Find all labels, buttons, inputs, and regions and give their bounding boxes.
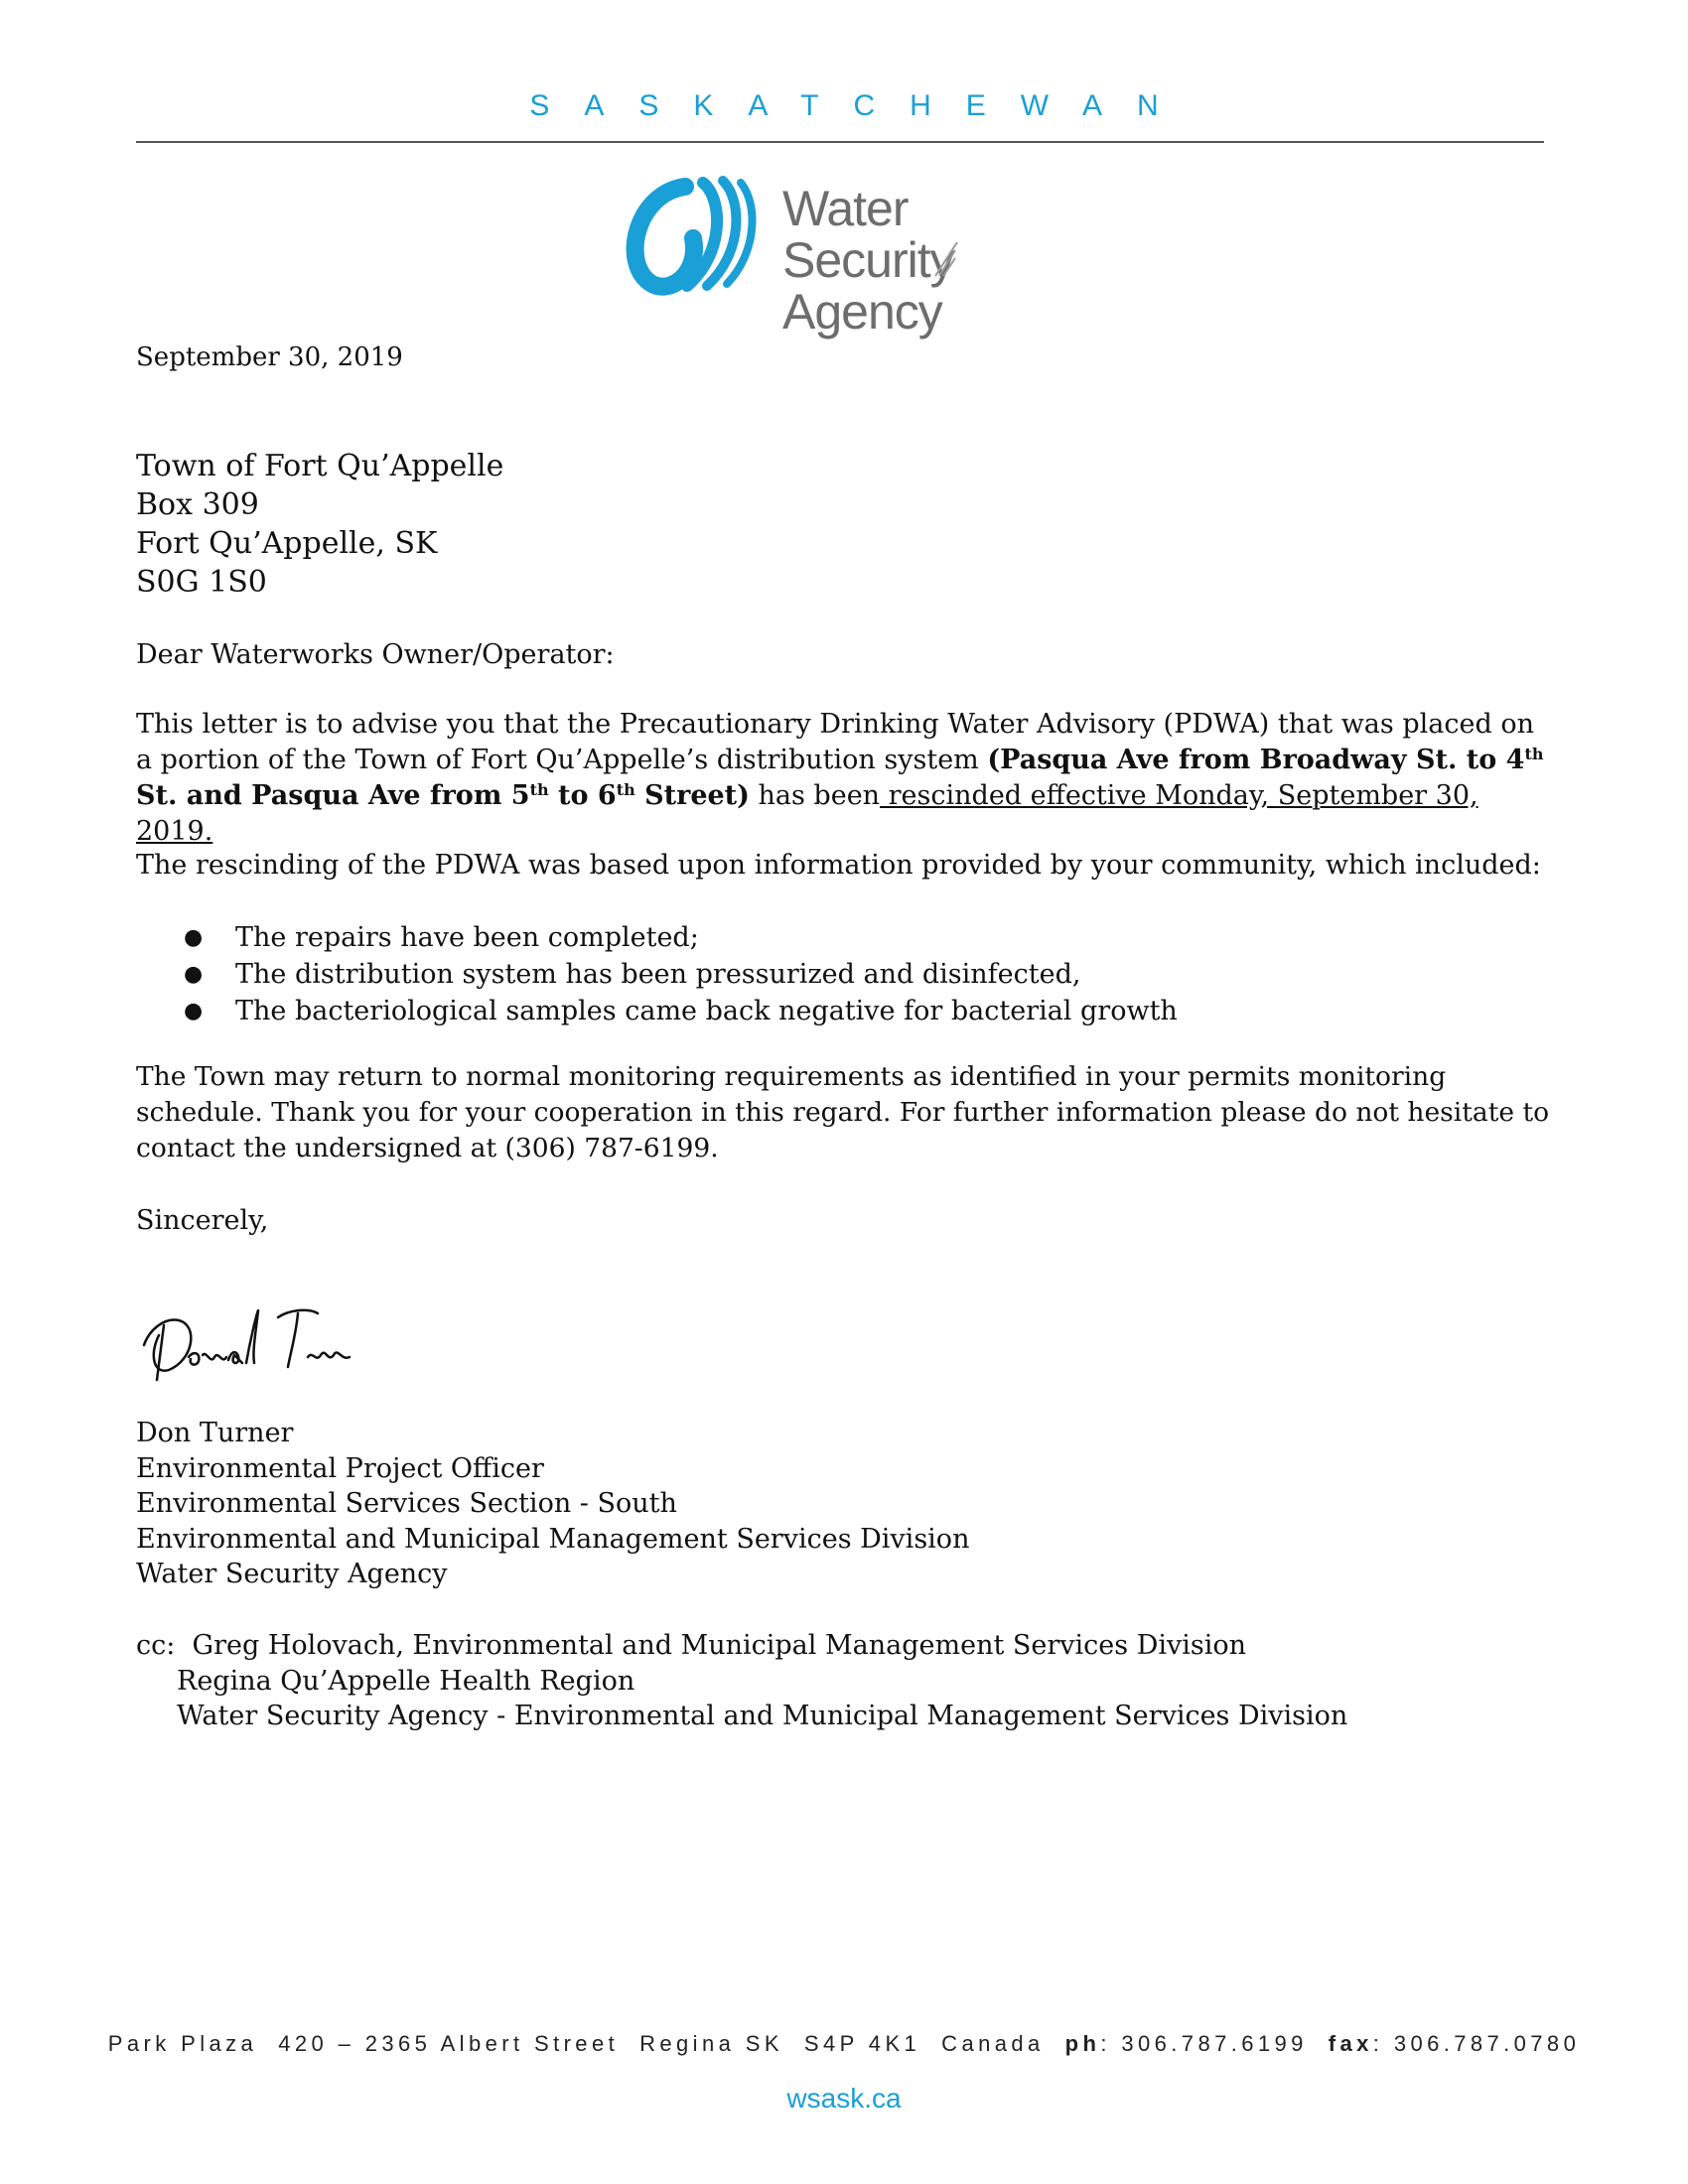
- signature-block: [136, 1416, 969, 1592]
- signer-division: Environmental and Municipal Management Services Division: [136, 1523, 970, 1555]
- ordinal-suffix: th: [1524, 745, 1544, 763]
- footer-street: Park Plaza 420 – 2365 Albert Street Regina SK S4P 4K1 Canada: [107, 2031, 1065, 2056]
- website-link[interactable]: wsask.ca: [786, 2083, 902, 2114]
- signer-name: Don Turner: [136, 1418, 294, 1448]
- water-drop-logo-icon: [616, 169, 774, 308]
- handwritten-signature: [139, 1296, 387, 1385]
- cc-label: cc:: [136, 1630, 176, 1661]
- signer-title: Environmental Project Officer: [136, 1452, 544, 1484]
- closing: Sincerely,: [136, 1205, 269, 1236]
- bullet-icon: ●: [184, 999, 204, 1024]
- rescinding-basis-paragraph: The rescinding of the PDWA was based upon information provided by your community, which included:: [136, 850, 1541, 881]
- para1-bold: Street): [634, 780, 750, 811]
- province-wordmark: SASKATCHEWAN: [529, 89, 1194, 122]
- ordinal-suffix: th: [616, 780, 635, 799]
- conditions-list: [184, 919, 1178, 1029]
- list-item-text: The repairs have been completed;: [235, 922, 699, 953]
- para1-bold: to 6: [548, 780, 617, 811]
- cc-recipient: Greg Holovach, Environmental and Municipal Management Services Division: [192, 1630, 1247, 1661]
- advisory-paragraph: [136, 707, 1551, 850]
- monitoring-paragraph: The Town may return to normal monitoring requirements as identified in your permits monitoring schedule. Thank you for your cooperation in this regard. For further information please do not hesitate to contact the undersigned at (306) 787-6199.: [136, 1061, 1550, 1163]
- agency-logo: [616, 169, 1072, 340]
- list-item-text: The bacteriological samples came back negative for bacterial growth: [235, 996, 1178, 1026]
- phone-label: ph: [1064, 2031, 1101, 2056]
- bullet-icon: ●: [184, 962, 204, 987]
- list-item: [184, 993, 1178, 1029]
- wheat-leaf-icon: [931, 238, 961, 278]
- para1-bold: (Pasqua Ave from Broadway St. to 4: [987, 745, 1525, 775]
- recipient-address: [136, 447, 503, 602]
- fax-number: : 306.787.0780: [1372, 2031, 1581, 2056]
- header-divider: [136, 141, 1544, 143]
- footer-address: [0, 2031, 1688, 2057]
- rescinded-date-text: rescinded effective Monday, September 30, 2019.: [136, 780, 1478, 847]
- agency-name-text: [782, 183, 1072, 338]
- list-item-text: The distribution system has been pressurized and disinfected,: [235, 959, 1081, 990]
- address-line: Box 309: [136, 487, 259, 522]
- cc-recipient: Regina Qu’Appelle Health Region: [177, 1665, 635, 1697]
- letter-date: September 30, 2019: [136, 342, 403, 372]
- logo-line-1: Water Security: [782, 181, 954, 288]
- para1-bold: St. and Pasqua Ave from 5: [136, 780, 530, 811]
- list-item: [184, 919, 1178, 956]
- address-line: Town of Fort Qu’Appelle: [136, 449, 504, 483]
- cc-recipient: Water Security Agency - Environmental and Municipal Management Services Division: [177, 1701, 1348, 1731]
- ordinal-suffix: th: [529, 780, 549, 799]
- list-item: [184, 956, 1178, 993]
- address-line: S0G 1S0: [136, 565, 267, 600]
- address-line: Fort Qu’Appelle, SK: [136, 526, 438, 561]
- phone-number: : 306.787.6199: [1100, 2031, 1329, 2056]
- bullet-icon: ●: [184, 925, 204, 950]
- para1-text: This letter is to advise you that the Precautionary Drinking Water Advisory (PDWA) that was placed on a portion of the Town of Fort Qu’Appelle’s distribution system: [136, 709, 1534, 775]
- fax-label: fax: [1328, 2031, 1373, 2056]
- salutation: Dear Waterworks Owner/Operator:: [136, 639, 615, 670]
- para1-text: has been: [749, 780, 881, 811]
- cc-block: [136, 1628, 1347, 1734]
- signer-section: Environmental Services Section - South: [136, 1488, 677, 1519]
- signer-agency: Water Security Agency: [136, 1559, 448, 1589]
- logo-line-2: Agency: [782, 284, 942, 340]
